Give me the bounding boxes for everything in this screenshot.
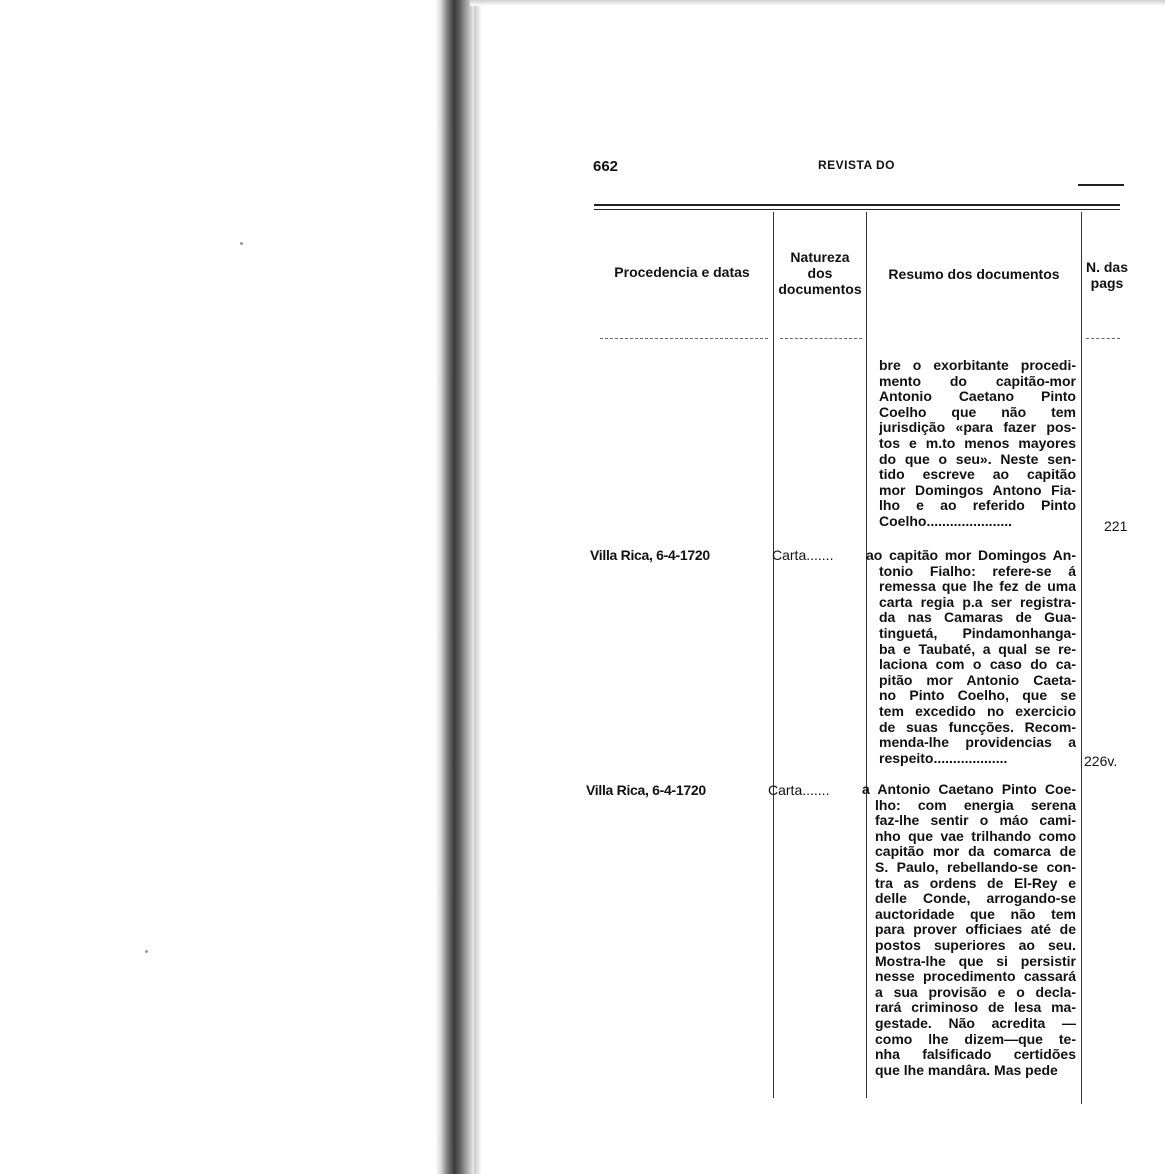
summary-line: mento do capitão-mor <box>879 373 1076 389</box>
header-paginas-line: pags <box>1090 275 1124 291</box>
summary-line: Coelho que não tem <box>879 404 1076 420</box>
summary-line: delle Conde, arrogando-se <box>875 891 1076 907</box>
summary-line: como lhe dizem—que te- <box>875 1031 1076 1047</box>
nature-row-3: Carta....... <box>768 782 830 798</box>
summary-line: carta regia p.a ser registra- <box>879 594 1076 610</box>
summary-line: auctoridade que não tem <box>875 906 1076 922</box>
summary-line: nho que vae trilhando como <box>875 828 1076 844</box>
book-spine-shadow <box>436 0 474 1174</box>
summary-line: faz-lhe sentir o máo cami- <box>875 813 1076 829</box>
summary-line: gestade. Não acredita — <box>875 1015 1076 1031</box>
header-dashed-rule <box>780 338 862 340</box>
summary-line: Mostra-lhe que si persistir <box>875 953 1076 969</box>
header-rule <box>1078 184 1124 186</box>
summary-line: tra as ordens de El-Rey e <box>875 875 1076 891</box>
nature-row-2: Carta....... <box>772 547 834 563</box>
origin-date-row-3: Villa Rica, 6-4-1720 <box>586 782 706 798</box>
summary-line: tos e m.to menos mayores <box>879 435 1076 451</box>
header-dashed-rule <box>1086 338 1120 340</box>
summary-line: do que o seu». Neste sen- <box>879 451 1076 467</box>
summary-line: tido escreve ao capitão <box>879 467 1076 483</box>
summary-line: de suas funcções. Recom- <box>879 719 1076 735</box>
summary-line: remessa que lhe fez de uma <box>879 579 1076 595</box>
column-separator <box>1081 212 1082 1104</box>
running-head: REVISTA DO <box>818 158 896 172</box>
summary-line: Coelho...................... <box>879 513 1013 529</box>
summary-line: mor Domingos Antono Fia- <box>879 482 1076 498</box>
summary-line: menda-lhe providencias a <box>879 735 1076 751</box>
summary-line: para prover officiaes até de <box>875 922 1076 938</box>
summary-line: tinguetá, Pindamonhanga- <box>879 625 1076 641</box>
summary-line: pitão mor Antonio Caeta- <box>879 672 1076 688</box>
summary-line: bre o exorbitante procedi- <box>879 358 1076 373</box>
header-paginas-line: N. das <box>1085 259 1128 275</box>
summary-line: respeito................... <box>879 750 1008 766</box>
summary-line: no Pinto Coelho, que se <box>879 688 1076 704</box>
summary-line: postos superiores ao seu. <box>875 937 1076 953</box>
summary-line: tem excedido no exercicio <box>879 703 1076 719</box>
page-ref-row-2: 226v. <box>1084 753 1118 769</box>
page-top-edge <box>470 0 1165 6</box>
page-number: 662 <box>593 158 619 175</box>
summary-line: capitão mor da comarca de <box>875 844 1076 860</box>
summary-line: tonio Fialho: refere-se á <box>879 563 1076 579</box>
header-resumo: Resumo dos documentos <box>888 266 1060 282</box>
speck-mark <box>240 242 243 245</box>
summary-line: nesse procedimento cassará <box>875 969 1076 985</box>
page-edge <box>474 0 482 1174</box>
origin-date-row-2: Villa Rica, 6-4-1720 <box>590 547 710 563</box>
header-procedencia: Procedencia e datas <box>614 264 750 280</box>
summary-line: jurisdição «para fazer pos- <box>879 420 1076 436</box>
summary-line: da nas Camaras de Gua- <box>879 610 1076 626</box>
header-dashed-rule <box>600 338 768 340</box>
summary-line: a sua provisão e o decla- <box>875 984 1076 1000</box>
column-separator <box>773 212 774 1098</box>
summary-line: ba e Taubaté, a qual se re- <box>879 641 1076 657</box>
speck-mark <box>145 950 148 953</box>
summary-cell-row-1 <box>879 358 1076 530</box>
summary-line: rará criminoso de lesa ma- <box>875 1000 1076 1016</box>
table-top-rule <box>594 204 1120 206</box>
header-natureza-line: Natureza <box>790 249 850 265</box>
header-natureza-line: documentos <box>778 281 862 297</box>
summary-line: a Antonio Caetano Pinto Coe- <box>862 782 1076 797</box>
summary-line: nha falsificado certidões <box>875 1047 1076 1063</box>
summary-line: laciona com o caso do ca- <box>879 657 1076 673</box>
summary-line: lho: com energia serena <box>875 797 1076 813</box>
header-natureza <box>776 249 864 297</box>
summary-cell-row-3 <box>862 782 1076 1078</box>
summary-line: lho e ao referido Pinto <box>879 498 1076 514</box>
summary-line: que lhe mandâra. Mas pede <box>875 1062 1058 1078</box>
summary-line: ao capitão mor Domingos An- <box>866 548 1076 563</box>
summary-line: Antonio Caetano Pinto <box>879 389 1076 405</box>
page-ref-row-1: 221 <box>1104 518 1128 534</box>
header-natureza-line: dos <box>807 265 833 281</box>
summary-cell-row-2 <box>866 548 1076 766</box>
table-top-rule-thin <box>594 209 1120 210</box>
header-paginas <box>1083 259 1131 291</box>
summary-line: S. Paulo, rebellando-se con- <box>875 859 1076 875</box>
